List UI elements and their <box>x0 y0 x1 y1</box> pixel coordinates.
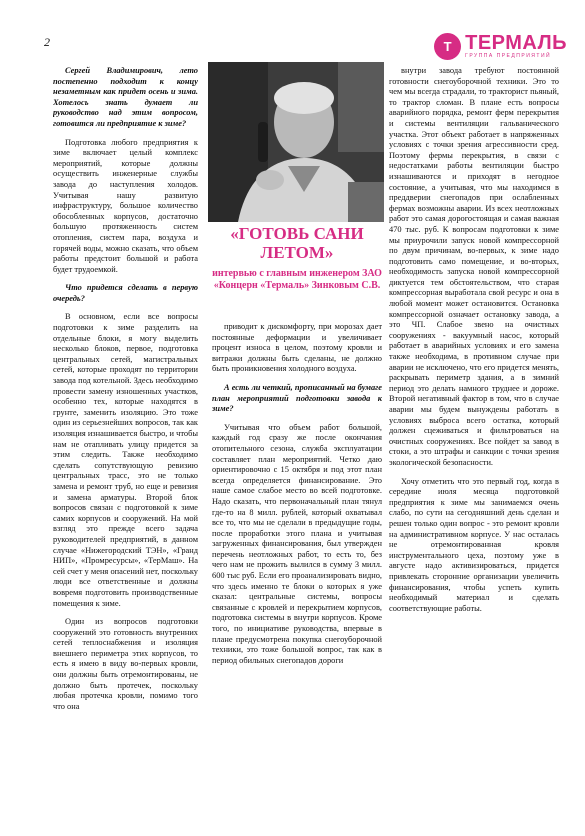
body-paragraph: Один из вопросов подготовки сооружений это готовность внутренних сетей теплоснабжения и изоляция внешнего периметра этих корпусов, то есть я имею в виду во-первых кровли, они должны быть отремонтированы, не должно быть протечек, поскольку любая протечка кровли, помимо того что она <box>53 617 198 711</box>
body-paragraph: Учитывая что объем работ большой, каждый год сразу же после окончания отопительного сезона, служба эксплуатации составляет план мероприятий. Четко даю ориентировочно с 15 октября и под этот план всегда определяется финансирование. Это наше самое слабое место во всей подготовке. Надо сказать, что первоначальный план тянул где-то на 8 милл. рублей, который охватывал все то, что мы не сделали в предыдущие годы, после проработки этого плана и учитывая загруженных финансирования, был утвержден перечень неотложных работ, то есть то, без чего нам не прожить вылился в сумму 3 милл. 600 тыс руб. Если его проанализировать видно, что здесь именно те блоки о которых я уже сказал: центральные системы, вопросы связанные с кровлей и перекрытием корпусов, подготовка системы в внутри корпусов. Кроме того, по инициативе руководства, впервые в плане предусмотрена покупка снегоуборочной техники, это тоже большой вопрос, так как в период обильных снегопадов дороги <box>212 422 382 665</box>
column-1 <box>53 66 198 836</box>
portrait-photo-icon <box>208 62 384 222</box>
headline-block <box>212 224 382 318</box>
portrait-photo <box>208 62 384 222</box>
logo-mark-icon: Т <box>434 33 461 60</box>
question-paragraph: Что придется сделать в первую очередь? <box>53 283 198 303</box>
column-2 <box>212 322 382 836</box>
logo-text <box>465 33 567 60</box>
body-paragraph: приводит к дискомфорту, при морозах дает постоянные деформации и увеличивает процент износа в целом, поэтому кровли и витражи должны быть сделаны, не должно быть проникновения холодного воздуха. <box>212 322 382 374</box>
body-paragraph: Подготовка любого предприятия к зиме включает целый комплекс мероприятий, которые должны осуществить инженерные службы завода до наступления холодов. Учитывая нашу развитую инфраструктуру, большое количество обособленных корпусов, достаточно большую протяженность систем отопления, систем пара, воздуха и горячей воды, можно сказать, что объем работы предстоит большой и работа будет трудоемкой. <box>53 137 198 274</box>
logo-tagline: ГРУППА ПРЕДПРИЯТИЙ <box>465 53 552 59</box>
column-3 <box>389 66 559 836</box>
article-headline: «ГОТОВЬ САНИ ЛЕТОМ» <box>230 224 364 262</box>
termal-logo <box>434 33 567 60</box>
page-number: 2 <box>44 35 50 49</box>
body-paragraph: внутри завода требуют постоянной готовности снегоуборочной техники. Это то чем мы всегда страдали, то тракторист пьяный, то трактор сломан. В плане есть вопросы аварийного порядка, ремонт ферм перекрытия и системы вентиляции гальванического участка. Этот объект работает в напряженных условиях с точки зрения агрессивности сред. Поэтому фермы перекрытия, в связи с недостатками работы вентиляции быстро изнашиваются и приходят в негодное состояние, а учитывая, что мы находимся в преддверии снегопадов при ослабленных фермах возможны аварии. Из всех неотложных работ это самая дорогостоящая и самая важная 470 тыс. руб. К вопросам подготовки к зиме мы приурочили запуск новой компрессорной по двум причинам, во-первых, к зиме надо подготовить само помещение, и во-вторых, необходимость запуска новой компрессорной диктуется тем обстоятельством, что старая компрессорная выработала свой ресурс и она в любой момент может остановится. Остановка компрессорной означает остановку завода, а это ЧП. Слабое звено на очистных сооружениях - вакуумный насос, который работает в аварийных условиях и его замена также необходима, в противном случае при аварии не исключено, что его придется менять, раскрывать периметр здания, а в зимний период это делать намного труднее и дороже. Второй негативный фактор в том, что в случае аварии мы будем вынуждены работать в условиях выброса всего остатка, который должен сцеживаться и фильтроваться на очистных сооружениях. Все пойдет за завод в стоки, а это штрафы и санкции с точки зрения экологической безопасности. <box>389 66 559 467</box>
article-subheadline: интервью с главным инженером ЗАО «Концерн «Термаль» Зинковым С.В. <box>212 268 382 291</box>
question-paragraph: Сергей Владимирович, лето постепенно подходит к концу незаметным как придет осень и зима. Хотелось знать думает ли руководство над этим вопросом, готовится ли предприятие к зиме? <box>53 66 198 128</box>
question-paragraph: А есть ли четкий, прописанный на бумаге план мероприятий подготовки завода к зиме? <box>212 382 382 414</box>
body-paragraph: В основном, если все вопросы подготовки к зиме разделить на отдельные блоки, я могу выделить несколько блоков, первое, подготовка центральных сетей, магистральных сетей, которые проходят по территории завода под котельной. Здесь необходимо провести замену изношенных участков, особенно тех, которые находятся в грунте, заменить изоляцию. Это тоже один из серьезнейших вопросов, так как изоляция изнашивается быстро, и чтобы нам не отапливать улицу придется за этим следить. Также необходимо сделать сопутствующую ревизию центральных трасс, это не только замена и ремонт труб, но еще и ревизия и замена арматуры. Второй блок вопросов связан с подготовкой к зиме самих корпусов и сооружений. На мой взгляд это прежде всего задача руководителей предприятий, в данном случае «Нижегородский ТЭН», «Гранд НИП», «Промресурсы», «ТерМаш». На сей счет у меня опасений нет, поскольку люди все ответственные и должны вовремя подготовить производственные помещения к зиме. <box>53 312 198 608</box>
body-paragraph: Хочу отметить что это первый год, когда в середине июля месяца подготовкой предприятия к зиме мы занимаемся очень слабо, по сути на сегодняшний день сделан и решен только один вопрос - это ремонт кровли на административном корпусе. У нас осталась не отремонтированная кровля инструментального цеха, поэтому уже в августе надо активизироваться, придется привлекать сторонние организации увеличить финансирования, чтобы успеть купить необходимый материал и сделать соответствующие работы. <box>389 476 559 613</box>
logo-name: ТЕРМАЛЬ <box>465 32 567 54</box>
